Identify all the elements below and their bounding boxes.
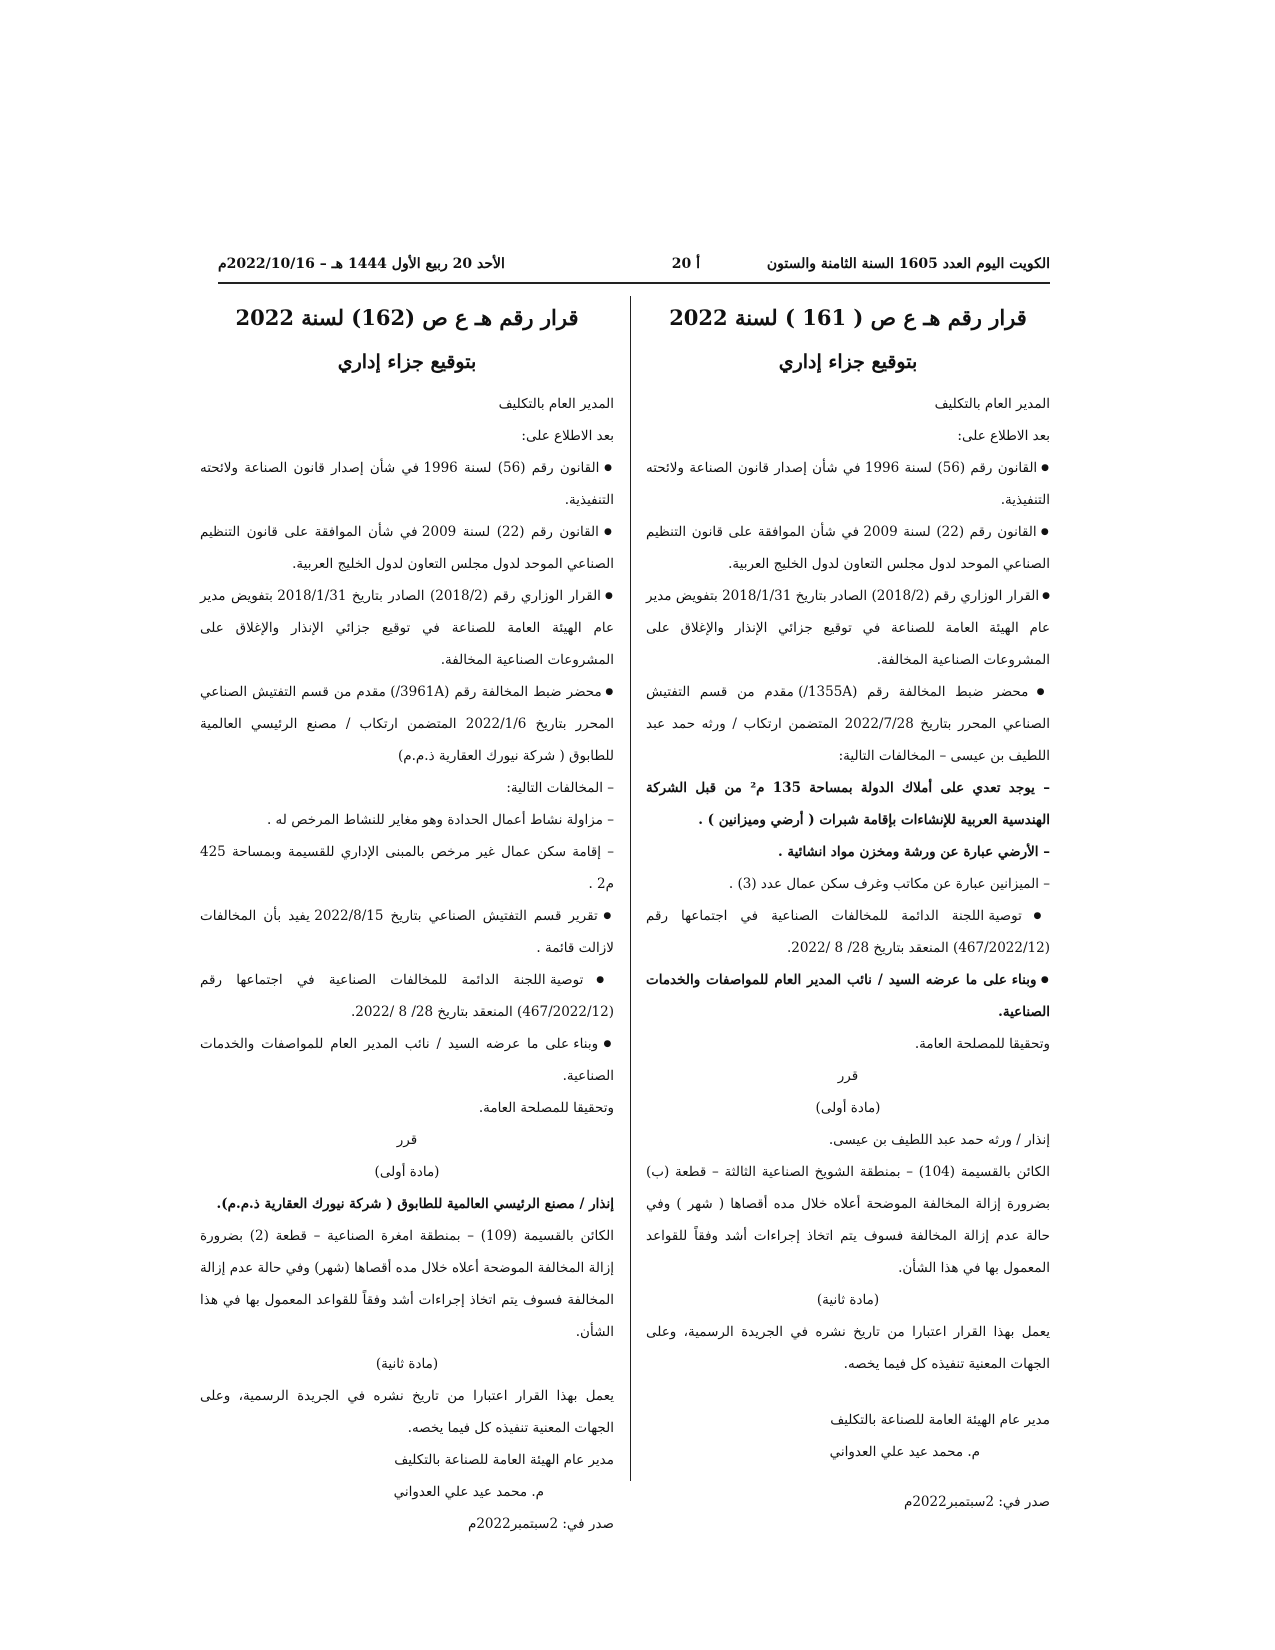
- public-interest-line: وتحقيقا للمصلحة العامة.: [478, 1100, 614, 1116]
- header-issue-info: الكويت اليوم العدد 1605 السنة الثامنة والستون: [766, 256, 1050, 272]
- violation-item: – إقامة سكن عمال غير مرخص بالمبنى الإداري للقسيمة وبمساحة 425 م2 .: [200, 836, 614, 900]
- article-heading: (مادة أولى): [815, 1100, 881, 1116]
- header-rule: [218, 282, 1050, 284]
- reference-item: ● محضر ضبط المخالفة رقم (1355A/) مقدم من قسم التفتيش الصناعي المحرر بتاريخ 2022/7/28 المتضمن ارتكاب / ورثه حمد عبد اللطيف بن عيسى – المخالفات التالية:: [646, 676, 1050, 772]
- reference-item: ● وبناء على ما عرضه السيد / نائب المدير العام للمواصفات والخدمات الصناعية.: [646, 964, 1050, 1028]
- decision-title: قرار رقم هـ ع ص ( 161 ) لسنة 2022: [669, 305, 1027, 330]
- column-divider: [630, 296, 631, 1481]
- header-date: الأحد 20 ربيع الأول 1444 هـ – 2022/10/16م: [218, 256, 505, 272]
- decided-heading: قرر: [837, 1068, 859, 1084]
- decision-subtitle: بتوقيع جزاء إداري: [778, 351, 918, 373]
- signatory-name: م. محمد عيد علي العدواني: [829, 1444, 980, 1460]
- article-text: الكائن بالقسيمة (104) – بمنطقة الشويخ الصناعية الثالثة – قطعة (ب) بضرورة إزالة المخالفة الموضحة أعلاه خلال مده أقصاها ( شهر ) وفي حالة عدم إزالة المخالفة فسوف يتم اتخاذ إجراءات أشد وفقاً للقواعد المعمول بها في هذا الشأن.: [646, 1164, 1050, 1276]
- article-text: الكائن بالقسيمة (109) – بمنطقة امغرة الصناعية – قطعة (2) بضرورة إزالة المخالفة الموضحة أعلاه خلال مده أقصاها (شهر) وفي حالة عدم إزالة المخالفة فسوف يتم اتخاذ إجراءات أشد وفقاً للقواعد المعمول بها في هذا الشأن.: [200, 1228, 614, 1340]
- article-text: يعمل بهذا القرار اعتبارا من تاريخ نشره في الجريدة الرسمية، وعلى الجهات المعنية تنفيذه كل فيما يخصه.: [200, 1388, 614, 1436]
- decision-161-column: [646, 296, 1050, 1518]
- article-heading: (مادة أولى): [374, 1164, 440, 1180]
- warning-line: إنذار / مصنع الرئيسي العالمية للطابوق ( شركة نيورك العقارية ذ.م.م).: [216, 1196, 614, 1212]
- decision-subtitle: بتوقيع جزاء إداري: [337, 351, 477, 373]
- reference-item: ● توصية اللجنة الدائمة للمخالفات الصناعية في اجتماعها رقم (467/2022/12) المنعقد بتاريخ 28/ 8 /2022.: [200, 964, 614, 1028]
- article-heading: (مادة ثانية): [816, 1292, 880, 1308]
- issuer-line: المدير العام بالتكليف: [934, 396, 1050, 412]
- reference-item: ● تقرير قسم التفتيش الصناعي بتاريخ 2022/8/15 يفيد بأن المخالفات لازالت قائمة .: [200, 900, 614, 964]
- warning-line: إنذار / ورثه حمد عبد اللطيف بن عيسى.: [828, 1132, 1050, 1148]
- reference-item: ● القانون رقم (22) لسنة 2009 في شأن الموافقة على قانون التنظيم الصناعي الموحد لدول مجلس التعاون لدول الخليج العربية.: [200, 516, 614, 580]
- decision-162-column: [200, 296, 614, 1540]
- violation-item: – الميزانين عبارة عن مكاتب وغرف سكن عمال عدد (3) .: [646, 868, 1050, 900]
- violation-item: – يوجد تعدي على أملاك الدولة بمساحة 135 م² من قبل الشركة الهندسية العربية للإنشاءات بإقامة شبرات ( أرضي وميزانين ) .: [646, 772, 1050, 836]
- decision-title: قرار رقم هـ ع ص (162) لسنة 2022: [235, 305, 579, 330]
- article-text: يعمل بهذا القرار اعتبارا من تاريخ نشره في الجريدة الرسمية، وعلى الجهات المعنية تنفيذه كل فيما يخصه.: [646, 1324, 1050, 1372]
- preamble-line: بعد الاطلاع على:: [957, 428, 1050, 444]
- issue-date: صدر في: 2سبتمبر2022م: [903, 1494, 1050, 1510]
- reference-item: ● وبناء على ما عرضه السيد / نائب المدير العام للمواصفات والخدمات الصناعية.: [200, 1028, 614, 1092]
- violation-item: – مزاولة نشاط أعمال الحدادة وهو مغاير للنشاط المرخص له .: [200, 804, 614, 836]
- decided-heading: قرر: [396, 1132, 418, 1148]
- signatory-name: م. محمد عيد علي العدواني: [393, 1484, 544, 1500]
- article-heading: (مادة ثانية): [375, 1356, 439, 1372]
- reference-item: ● القرار الوزاري رقم (2018/2) الصادر بتاريخ 2018/1/31 بتفويض مدير عام الهيئة العامة للصناعة في توقيع جزائي الإنذار والإغلاق على المشروعات الصناعية المخالفة.: [200, 580, 614, 676]
- issue-date: صدر في: 2سبتمبر2022م: [467, 1516, 614, 1532]
- public-interest-line: وتحقيقا للمصلحة العامة.: [914, 1036, 1050, 1052]
- issuer-line: المدير العام بالتكليف: [498, 396, 614, 412]
- signatory-title: مدير عام الهيئة العامة للصناعة بالتكليف: [830, 1412, 1050, 1428]
- reference-item: ● القانون رقم (56) لسنة 1996 في شأن إصدار قانون الصناعة ولائحته التنفيذية.: [646, 452, 1050, 516]
- reference-item: ● القرار الوزاري رقم (2018/2) الصادر بتاريخ 2018/1/31 بتفويض مدير عام الهيئة العامة للصناعة في توقيع جزائي الإنذار والإغلاق على المشروعات الصناعية المخالفة.: [646, 580, 1050, 676]
- reference-item: ● توصية اللجنة الدائمة للمخالفات الصناعية في اجتماعها رقم (467/2022/12) المنعقد بتاريخ 28/ 8 /2022.: [646, 900, 1050, 964]
- signatory-title: مدير عام الهيئة العامة للصناعة بالتكليف: [394, 1452, 614, 1468]
- page-header: [218, 252, 1050, 282]
- reference-item: ● القانون رقم (22) لسنة 2009 في شأن الموافقة على قانون التنظيم الصناعي الموحد لدول مجلس التعاون لدول الخليج العربية.: [646, 516, 1050, 580]
- reference-item: ● محضر ضبط المخالفة رقم (3961A/) مقدم من قسم التفتيش الصناعي المحرر بتاريخ 2022/1/6 المتضمن ارتكاب / مصنع الرئيسي العالمية للطابوق ( شركة نيورك العقارية ذ.م.م): [200, 676, 614, 772]
- violations-heading: – المخالفات التالية:: [200, 772, 614, 804]
- reference-item: ● القانون رقم (56) لسنة 1996 في شأن إصدار قانون الصناعة ولائحته التنفيذية.: [200, 452, 614, 516]
- header-page-number: أ 20: [671, 256, 700, 272]
- violation-item: – الأرضي عبارة عن ورشة ومخزن مواد انشائية .: [646, 836, 1050, 868]
- preamble-line: بعد الاطلاع على:: [521, 428, 614, 444]
